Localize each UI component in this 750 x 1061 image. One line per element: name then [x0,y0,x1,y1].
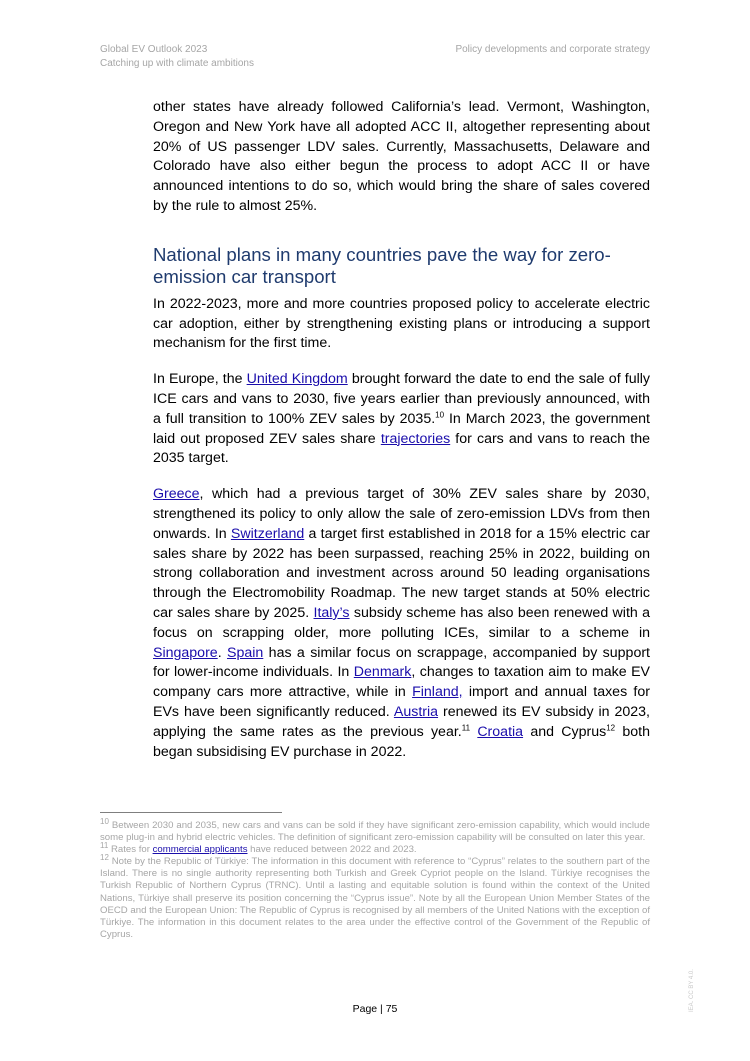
report-subtitle: Catching up with climate ambitions [100,58,254,69]
text-span: has a similar focus on scrappage, accompanied by support for lower-income individuals. In [153,644,651,681]
link-trajectories[interactable]: trajectories [380,430,451,447]
footnote-text: have reduced between 2022 and 2023. [247,844,417,856]
link-italy[interactable]: Italy’s [313,604,350,621]
footnote-number: 11 [100,841,109,850]
footnote-text: Rates for [108,844,153,856]
running-header-left [100,43,254,71]
link-denmark[interactable]: Denmark [353,664,412,681]
paragraph-europe-countries [153,485,650,762]
text-span: a target first established in 2018 for a 15% electric car sales share by 2022 has been surpassed, reaching 25% in 2022, building on strong collaboration and investment across around 50 leading organisations through the Electromobility Roadmap. The new target stands at 50% electric car sales share by 2025. [153,525,650,621]
text-span: In March 2023, the government laid out proposed ZEV sales share [153,410,651,447]
link-singapore[interactable]: Singapore [153,644,218,661]
footnote-ref-10[interactable]: 10 [435,410,445,420]
text-span: brought forward the date to end the sale of fully ICE cars and vans to 2030, five years earlier than previously announced, with a full transition to 100% ZEV sales by 2035. [153,371,650,427]
footnote-ref-11[interactable]: 11 [461,722,471,732]
text-span: . [217,644,228,661]
text-span: for cars and vans to reach the 2035 target. [153,430,650,467]
footnote-number: 10 [100,816,109,826]
footnote-text: Note by the Republic of Türkiye: The information in this document with reference to “Cyprus” relates to the southern part of the Island. There is no single authority representing both Turkish and Greek Cypriot people on the Island. Türkiye recognises the Turkish Republic of Northern Cyprus (TRNC). Until a lasting and equitable solution is found within the context of the United Nations, Türkiye shall preserve its position concerning the “Cyprus issue”. Note by all the European Union Member States of the OECD and the European Union: The Republic of Cyprus is recognised by all members of the United Nations with the exception of Türkiye. The information in this document relates to the area under the effective control of the Government of the Republic of Cyprus. [100,856,650,940]
paragraph-california: other states have already followed California’s lead. Vermont, Washington, Oregon and New York have all adopted ACC II, altogether representing about 20% of US passenger LDV sales. Currently, Massachusetts, Delaware and Colorado have also either begun the process to adopt ACC II or have announced intentions to do so, which would bring the share of sales covered by the rule to almost 25%. [153,99,650,214]
footnote-text: Between 2030 and 2035, new cars and vans can be sold if they have significant zero-emission capability, which would include some plug-in and hybrid electric vehicles. The definition of significant zero-emission capability will be consulted on later this year. [100,820,650,844]
text-span: both began subsidising EV purchase in 2022. [153,723,650,760]
text-span: subsidy scheme has also been renewed with a focus on scrapping older, more polluting ICEs, similar to a scheme in [153,604,651,641]
footnote-10 [100,816,650,844]
link-greece[interactable]: Greece [153,486,200,503]
page-label: Page [352,1003,378,1015]
link-spain[interactable]: Spain [227,644,264,661]
text-span: and Cyprus [523,723,607,740]
link-austria[interactable]: Austria [393,703,439,720]
footnote-ref-12[interactable]: 12 [606,722,616,732]
text-span: renewed its EV subsidy in 2023, applying the same rates as the previous year. [153,703,650,740]
link-switzerland[interactable]: Switzerland [230,525,305,542]
page-number-value: 75 [385,1003,398,1015]
paragraph-uk [153,370,650,469]
main-content [153,98,650,778]
footnote-11 [100,841,650,856]
text-span: , which had a previous target of 30% ZEV sales share by 2030, strengthened its policy to only allow the sale of zero-emission LDVs from then onwards. In [153,486,650,542]
chapter-title: Policy developments and corporate strategy [455,44,650,55]
page-number [0,1003,750,1015]
text-span: import and annual taxes for EVs have been significantly reduced. [153,684,650,720]
footnote-divider [100,812,282,813]
report-title: Global EV Outlook 2023 [100,44,208,55]
footnotes [100,816,650,941]
page-separator: | [377,1003,386,1015]
text-span: In Europe, the [153,371,247,388]
link-croatia[interactable]: Croatia [477,723,524,740]
link-finland[interactable]: Finland, [412,684,463,701]
license-watermark: IEA. CC BY 4.0. [689,969,695,1012]
section-heading: National plans in many countries pave the way for zero-emission car transport [153,243,611,287]
paragraph-intro: In 2022-2023, more and more countries proposed policy to accelerate electric car adoption, either by strengthening existing plans or introducing a support mechanism for the first time. [153,295,650,352]
text-span: , changes to taxation aim to make EV company cars more attractive, while in [153,664,650,701]
footnote-12 [100,853,650,941]
link-united-kingdom[interactable]: United Kingdom [246,371,348,388]
footnote-number: 12 [100,853,109,863]
link-commercial-applicants[interactable]: commercial applicants [152,844,248,856]
